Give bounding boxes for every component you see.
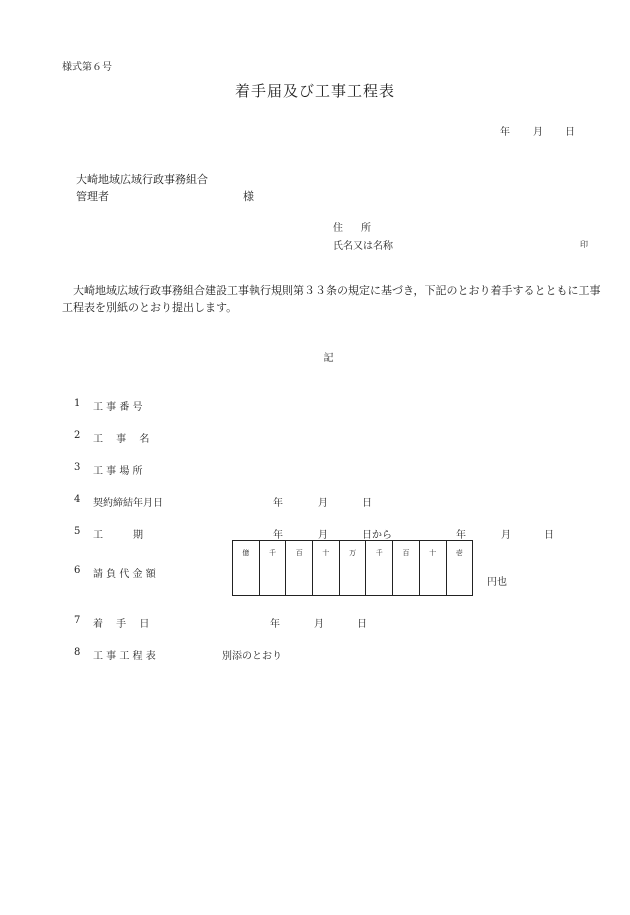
item-number: 3: [74, 462, 81, 473]
contract-day: 日: [362, 498, 372, 509]
period-end-day: 日: [544, 530, 554, 541]
date-month: 月: [533, 127, 543, 138]
period-end-month: 月: [501, 530, 511, 541]
amount-digit-cell[interactable]: 億: [233, 541, 260, 596]
amount-digit-cell[interactable]: 十: [313, 541, 340, 596]
page-title: 着手届及び工事工程表: [234, 82, 395, 100]
amount-digit-cell[interactable]: 百: [393, 541, 420, 596]
item-number: 6: [74, 565, 81, 576]
manager-label: 管理者: [76, 190, 109, 203]
item-number: 1: [74, 398, 81, 409]
item-number: 7: [74, 615, 81, 626]
ki-heading: 記: [323, 353, 334, 364]
contract-year: 年: [273, 498, 283, 509]
start-year: 年: [270, 619, 280, 630]
form-number: 様式第６号: [62, 62, 112, 73]
item-label: 契約締結年月日: [93, 498, 163, 509]
period-start-day: 日から: [362, 530, 392, 541]
item-number: 2: [74, 430, 81, 441]
item-label: 工 事 番 号: [93, 402, 143, 413]
item-label: 工 期: [93, 530, 143, 541]
addressee: 大崎地域広域行政事務組合: [76, 173, 208, 186]
amount-grid: [232, 540, 473, 596]
address-label: 住 所: [333, 223, 375, 234]
item-label: 工 事 工 程 表: [93, 651, 156, 662]
honorific: 様: [243, 190, 254, 203]
contract-month: 月: [318, 498, 328, 509]
item-label: 工 事 名: [93, 434, 150, 445]
amount-digit-cell[interactable]: 十: [419, 541, 446, 596]
amount-digit-cell[interactable]: 万: [339, 541, 366, 596]
amount-digit-cell[interactable]: 千: [259, 541, 286, 596]
amount-digit-cell[interactable]: 千: [366, 541, 393, 596]
amount-suffix: 円也: [487, 577, 507, 588]
item-number: 8: [74, 647, 81, 658]
item-label: 請 負 代 金 額: [93, 569, 156, 580]
name-label: 氏名又は名称: [333, 241, 393, 252]
item-label: 工 事 場 所: [93, 466, 143, 477]
item-number: 5: [74, 526, 81, 537]
item-number: 4: [74, 494, 81, 505]
amount-digit-cell[interactable]: 壱: [446, 541, 473, 596]
amount-digit-cell[interactable]: 百: [286, 541, 313, 596]
seal-mark: 印: [580, 240, 588, 249]
start-day: 日: [357, 619, 367, 630]
start-month: 月: [314, 619, 324, 630]
period-end-year: 年: [456, 530, 466, 541]
period-start-year: 年: [273, 530, 283, 541]
date-day: 日: [565, 127, 575, 138]
period-start-month: 月: [318, 530, 328, 541]
body-text: 大崎地域広域行政事務組合建設工事執行規則第３３条の規定に基づき，下記のとおり着手するとともに工事工程表を別紙のとおり提出します。: [62, 284, 601, 314]
date-year: 年: [500, 127, 510, 138]
item-label: 着 手 日: [93, 619, 150, 630]
schedule-note: 別添のとおり: [222, 651, 282, 662]
